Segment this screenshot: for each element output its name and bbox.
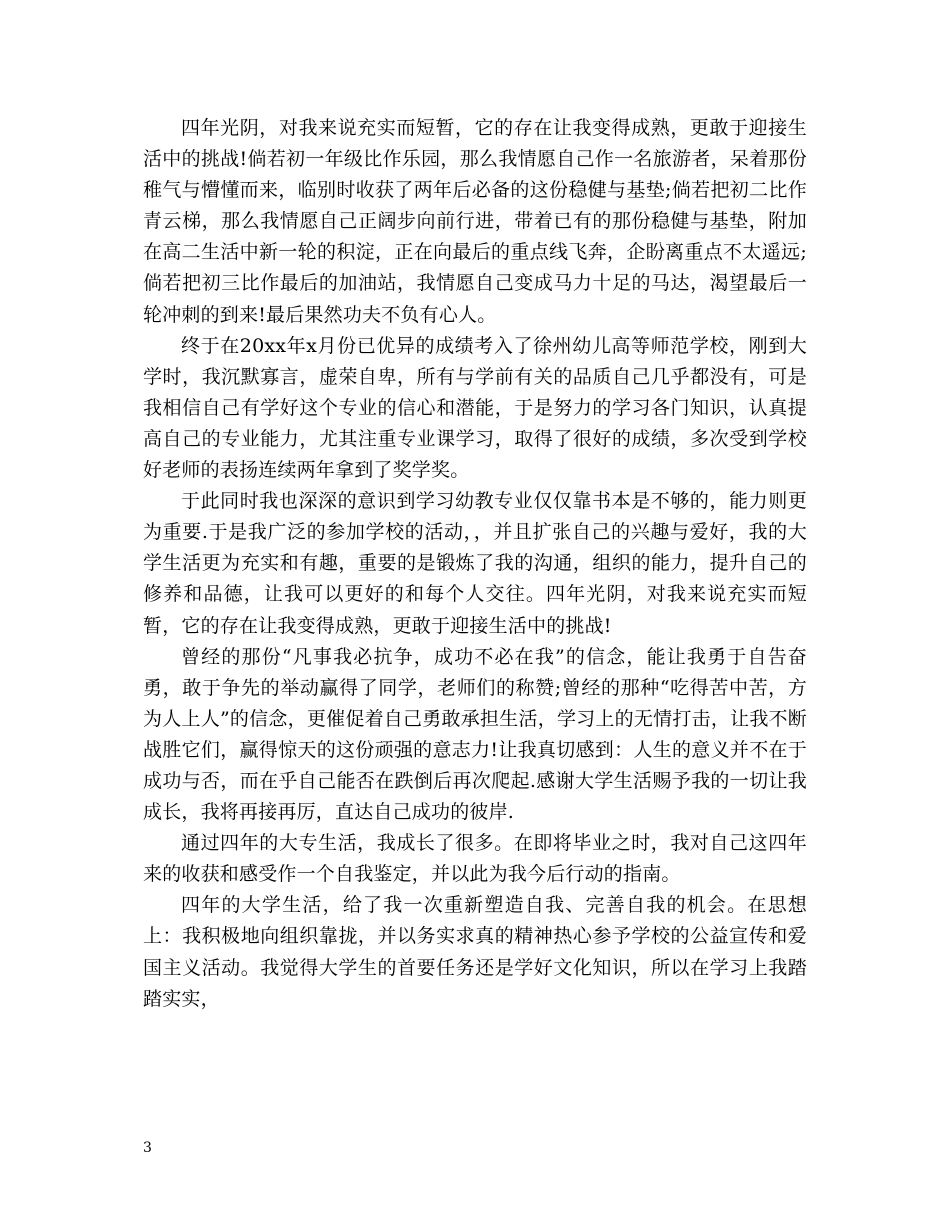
paragraph-3: 于此同时我也深深的意识到学习幼教专业仅仅靠书本是不够的，能力则更为重要.于是我广泛的参加学校的活动，，并且扩张自己的兴趣与爱好，我的大学生活更为充实和有趣，重要的是锻炼了我的沟通，组织的能力，提升自己的修养和品德，让我可以更好的和每个人交往。四年光阴，对我来说充实而短暂，它的存在让我变得成熟，更敢于迎接生活中的挑战! (143, 490, 807, 637)
paragraph-4: 曾经的那份“凡事我必抗争，成功不必在我”的信念，能让我勇于自告奋勇，敢于争先的举动赢得了同学，老师们的称赞;曾经的那种“吃得苦中苦，方为人上人”的信念，更催促着自己勇敢承担生活，学习上的无情打击，让我不断战胜它们，赢得惊天的这份顽强的意志力!让我真切感到：人生的意义并不在于成功与否，而在乎自己能否在跌倒后再次爬起.感谢大学生活赐予我的一切让我成长，我将再接再厉，直达自己成功的彼岸. (143, 645, 807, 824)
paragraph-2: 终于在20xx年x月份已优异的成绩考入了徐州幼儿高等师范学校，刚到大学时，我沉默寡言，虚荣自卑，所有与学前有关的品质自己几乎都没有，可是我相信自己有学好这个专业的信心和潜能，于是努力的学习各门知识，认真提高自己的专业能力，尤其注重专业课学习，取得了很好的成绩，多次受到学校好老师的表扬连续两年拿到了奖学奖。 (143, 334, 807, 482)
paragraph-1: 四年光阴，对我来说充实而短暂，它的存在让我变得成熟，更敢于迎接生活中的挑战!倘若初一年级比作乐园，那么我情愿自己作一名旅游者，呆着那份稚气与懵懂而来，临别时收获了两年后必备的这份稳健与基垫;倘若把初二比作青云梯，那么我情愿自己正阔步向前行进，带着已有的那份稳健与基垫，附加在高二生活中新一轮的积淀，正在向最后的重点线飞奔，企盼离重点不太遥远;倘若把初三比作最后的加油站，我情愿自己变成马力十足的马达，渴望最后一轮冲刺的到来!最后果然功夫不负有心人。 (143, 117, 807, 326)
paragraph-6: 四年的大学生活，给了我一次重新塑造自我、完善自我的机会。在思想上：我积极地向组织靠拢，并以务实求真的精神热心参予学校的公益宣传和爱国主义活动。我觉得大学生的首要任务还是学好文化知识，所以在学习上我踏踏实实， (143, 894, 807, 1010)
page-number: 3 (143, 1140, 152, 1156)
document-body (143, 113, 807, 1015)
paragraph-5: 通过四年的大专生活，我成长了很多。在即将毕业之时，我对自己这四年来的收获和感受作一个自我鉴定，并以此为我今后行动的指南。 (143, 832, 807, 886)
